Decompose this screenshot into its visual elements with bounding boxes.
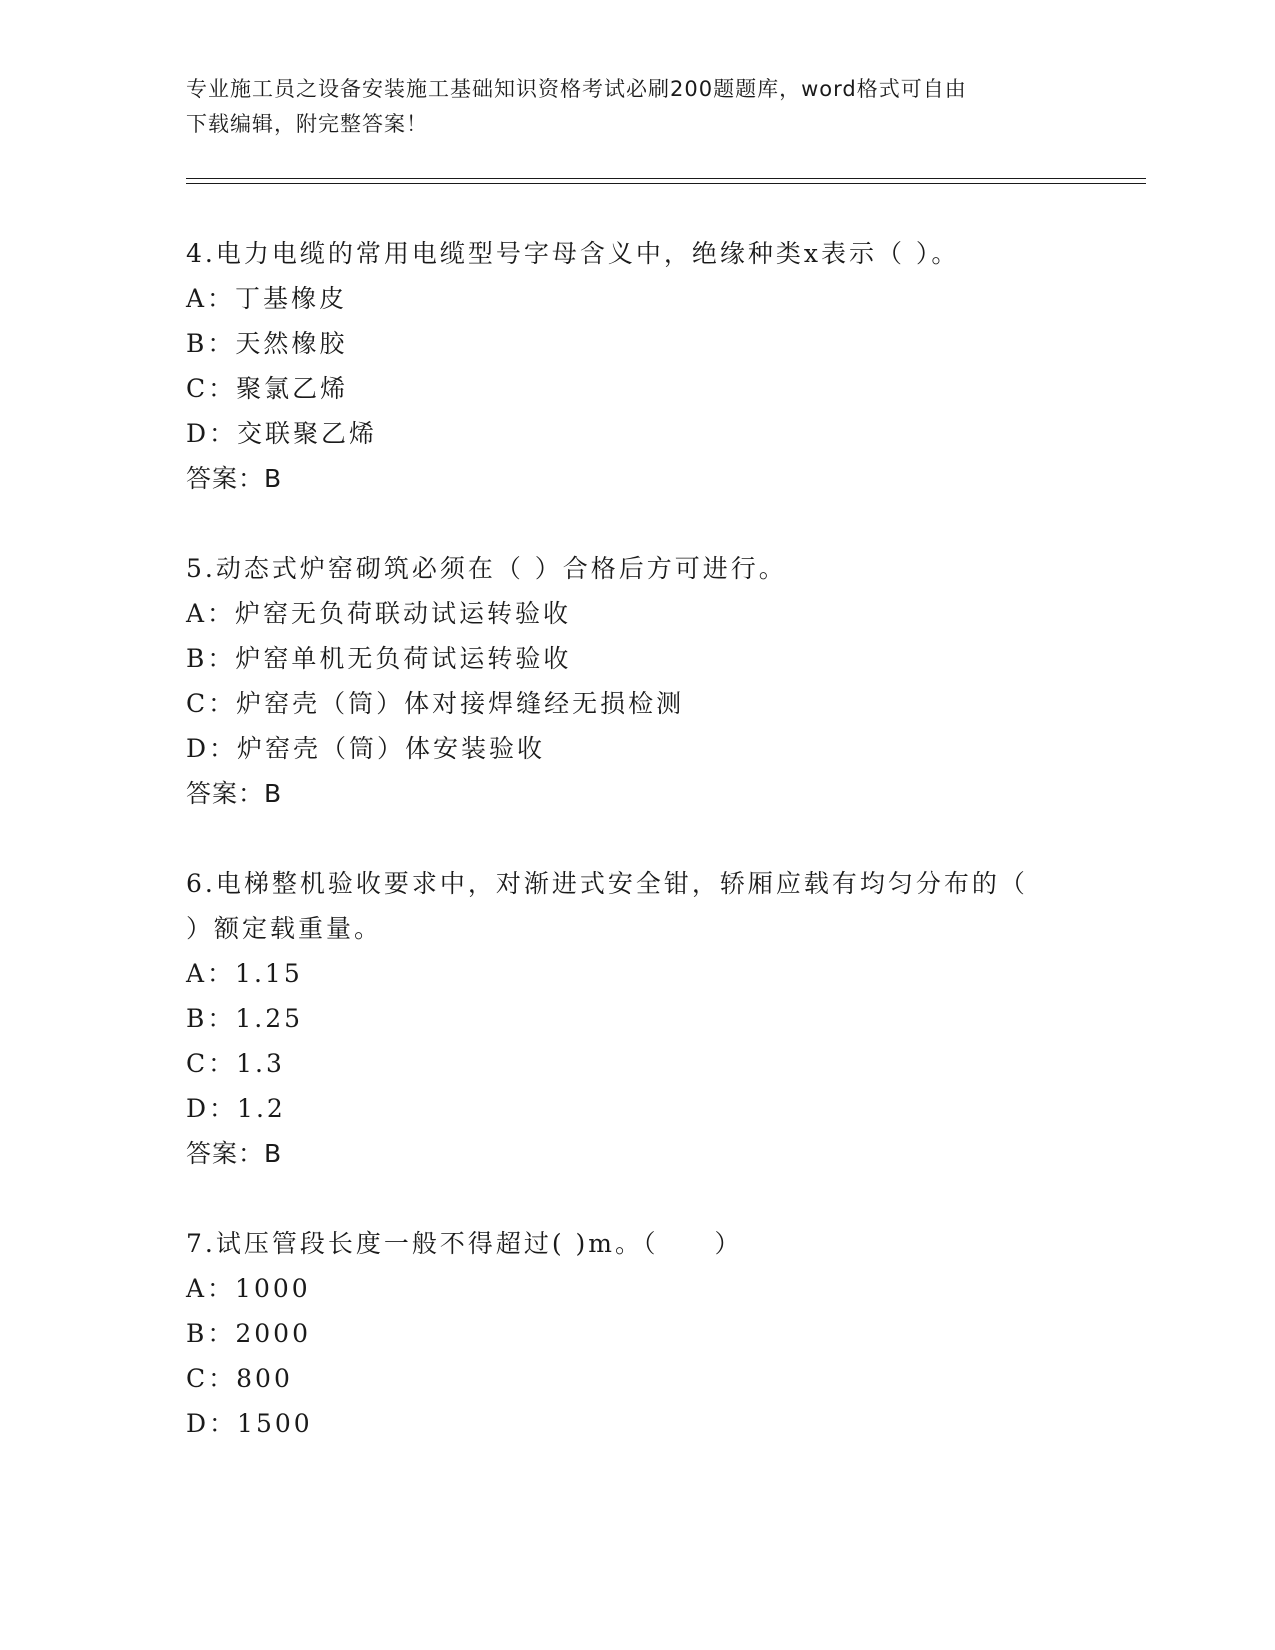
- question-4-option-a: A：丁基橡皮: [186, 284, 348, 313]
- question-6-option-d: D：1.2: [186, 1094, 286, 1123]
- question-4-stem: 4.电力电缆的常用电缆型号字母含义中，绝缘种类x表示（ ）。: [186, 239, 960, 268]
- question-4-option-d: D：交联聚乙烯: [186, 419, 378, 448]
- question-6-stem-line-2: ）额定载重量。: [186, 914, 383, 943]
- question-4-answer: 答案：B: [186, 464, 283, 493]
- header-line-2: 下载编辑，附完整答案！: [186, 112, 428, 136]
- header-line-1: 专业施工员之设备安装施工基础知识资格考试必刷200题题库，word格式可自由: [186, 77, 967, 101]
- question-6-option-c: C：1.3: [186, 1049, 285, 1078]
- question-6-stem-line-1: 6.电梯整机验收要求中，对渐进式安全钳，轿厢应载有均匀分布的（: [186, 869, 1028, 898]
- document-header: [186, 72, 1086, 142]
- question-4-option-b: B：天然橡胶: [186, 329, 348, 358]
- question-7-option-a: A：1000: [186, 1274, 311, 1303]
- question-5-stem: 5.动态式炉窑砌筑必须在（ ）合格后方可进行。: [186, 554, 787, 583]
- question-7-option-b: B：2000: [186, 1319, 311, 1348]
- question-6-option-b: B：1.25: [186, 1004, 304, 1033]
- question-7-option-d: D：1500: [186, 1409, 313, 1438]
- question-7-stem: 7.试压管段长度一般不得超过( )m。（ ）: [186, 1229, 743, 1258]
- question-5-option-c: C：炉窑壳（筒）体对接焊缝经无损检测: [186, 689, 685, 718]
- question-7-option-c: C：800: [186, 1364, 293, 1393]
- header-divider-bottom: [186, 183, 1146, 184]
- header-divider-top: [186, 178, 1146, 179]
- question-5-option-a: A：炉窑无负荷联动试运转验收: [186, 599, 572, 628]
- question-6-answer: 答案：B: [186, 1139, 283, 1168]
- question-5-answer: 答案：B: [186, 779, 283, 808]
- question-6-option-a: A：1.15: [186, 959, 303, 988]
- question-5-option-d: D：炉窑壳（筒）体安装验收: [186, 734, 546, 763]
- question-5-option-b: B：炉窑单机无负荷试运转验收: [186, 644, 572, 673]
- question-4-option-c: C：聚氯乙烯: [186, 374, 349, 403]
